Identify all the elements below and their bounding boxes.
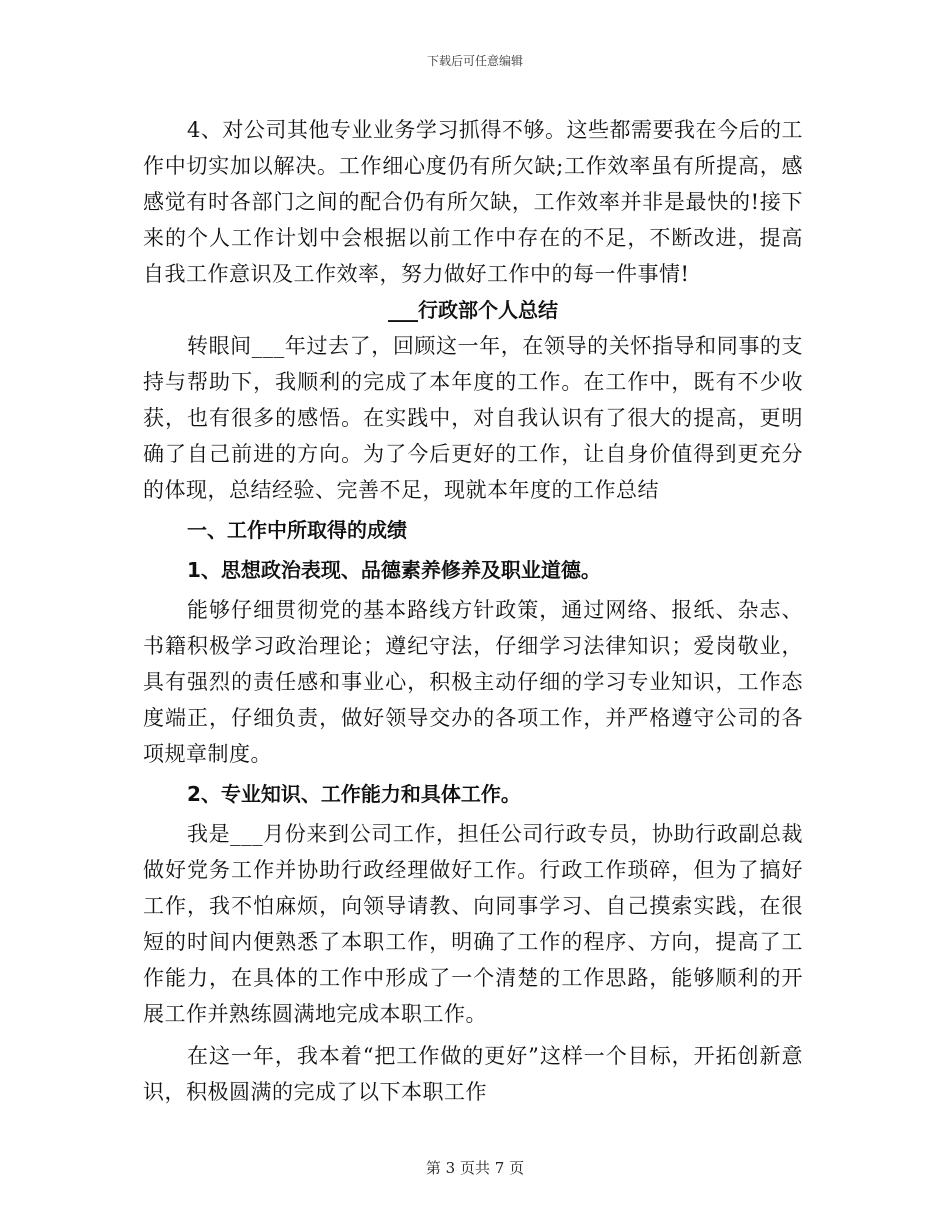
page-header: 下载后可任意编辑	[426, 54, 523, 68]
document-body	[143, 112, 803, 1110]
heading-professional-knowledge: 2、专业知识、工作能力和具体工作。	[187, 782, 521, 806]
paragraph-shortcomings: 4、对公司其他专业业务学习抓得不够。这些都需要我在今后的工作中切实加以解决。工作细心度仍有所欠缺;工作效率虽有所提高，感感觉有时各部门之间的配合仍有所欠缺，工作效率并非是最快的!接下来的个人工作计划中会根据以前工作中存在的不足，不断改进，提高自我工作意识及工作效率，努力做好工作中的每一件事情!	[143, 118, 803, 286]
heading-political-performance: 1、思想政治表现、品德素养修养及职业道德。	[187, 558, 601, 582]
page-footer: 第 3 页共 7 页	[425, 1159, 525, 1177]
paragraph-this-year: 在这一年，我本着“把工作做的更好”这样一个目标，开拓创新意识，积极圆满的完成了以下本职工作	[143, 1044, 803, 1104]
paragraph-political-performance: 能够仔细贯彻党的基本路线方针政策，通过网络、报纸、杂志、书籍积极学习政治理论；遵纪守法，仔细学习法律知识；爱岗敬业，具有强烈的责任感和事业心，积极主动仔细的学习专业知识，工作态度端正，仔细负责，做好领导交办的各项工作，并严格遵守公司的各项规章制度。	[143, 598, 803, 766]
paragraph-professional-knowledge: 我是___月份来到公司工作，担任公司行政专员，协助行政副总裁做好党务工作并协助行政经理做好工作。行政工作琐碎，但为了搞好工作，我不怕麻烦，向领导请教、向同事学习、自己摸索实践，在很短的时间内便熟悉了本职工作，明确了工作的程序、方向，提高了工作能力，在具体的工作中形成了一个清楚的工作思路，能够顺利的开展工作并熟练圆满地完成本职工作。	[143, 822, 803, 1026]
section-title: ___行政部个人总结	[388, 298, 558, 322]
heading-achievements: 一、工作中所取得的成绩	[187, 518, 407, 542]
paragraph-intro: 转眼间___年过去了，回顾这一年，在领导的关怀指导和同事的支持与帮助下，我顺利的完成了本年度的工作。在工作中，既有不少收获，也有很多的感悟。在实践中，对自我认识有了很大的提高，更明确了自己前进的方向。为了今后更好的工作，让自身价值得到更充分的体现，总结经验、完善不足，现就本年度的工作总结	[143, 334, 803, 502]
